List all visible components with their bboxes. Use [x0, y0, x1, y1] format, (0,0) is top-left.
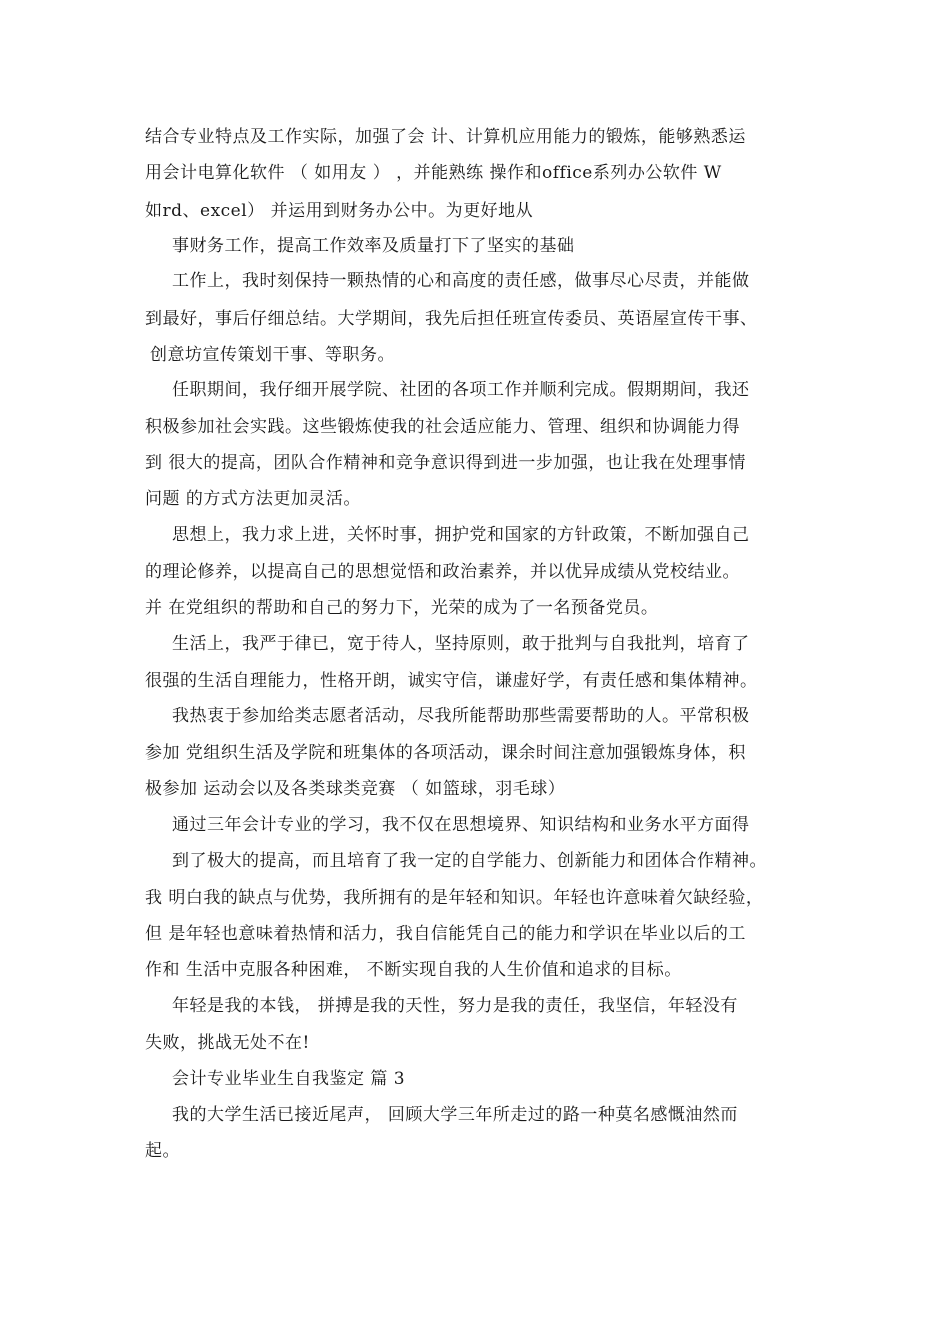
text-line: 问题 的方式方法更加灵活。	[145, 489, 361, 509]
text-line: 我 明白我的缺点与优势，我所拥有的是年轻和知识。年轻也许意味着欠缺经验，	[145, 888, 764, 908]
text-line: 起。	[145, 1141, 180, 1161]
text-line: 到 很大的提高，团队合作精神和竞争意识得到进一步加强，也让我在处理事情	[145, 453, 746, 473]
text-line: 积极参加社会实践。这些锻炼使我的社会适应能力、管理、组织和协调能力得	[145, 417, 740, 437]
section-heading: 会计专业毕业生自我鉴定 篇 3	[172, 1069, 406, 1089]
text-line: 用会计电算化软件 （ 如用友 ） ，并能熟练 操作和office系列办公软件 W	[145, 163, 722, 183]
text-line: 到最好，事后仔细总结。大学期间，我先后担任班宣传委员、英语屋宣传干事、	[145, 309, 758, 329]
text-line: 作和 生活中克服各种困难， 不断实现自我的人生价值和追求的目标。	[145, 960, 682, 980]
text-line: 我热衷于参加给类志愿者活动，尽我所能帮助那些需要帮助的人。平常积极	[172, 706, 750, 726]
text-line: 事财务工作，提高工作效率及质量打下了坚实的基础	[172, 236, 575, 256]
text-line: 但 是年轻也意味着热情和活力，我自信能凭自己的能力和学识在毕业以后的工	[145, 924, 746, 944]
text-line: 到了极大的提高，而且培育了我一定的自学能力、创新能力和团体合作精神。	[172, 851, 767, 871]
text-line: 我的大学生活已接近尾声， 回顾大学三年所走过的路一种莫名感慨油然而	[172, 1105, 738, 1125]
text-line: 失败，挑战无处不在!	[145, 1033, 310, 1053]
text-line: 工作上，我时刻保持一颗热情的心和高度的责任感，做事尽心尽责，并能做	[172, 271, 750, 291]
text-line: 的理论修养，以提高自己的思想觉悟和政治素养，并以优异成绩从党校结业。	[145, 562, 740, 582]
text-line: 参加 党组织生活及学院和班集体的各项活动，课余时间注意加强锻炼身体，积	[145, 743, 746, 763]
text-line: 年轻是我的本钱， 拼搏是我的天性，努力是我的责任，我坚信，年轻没有	[172, 996, 738, 1016]
text-line: 极参加 运动会以及各类球类竞赛 （ 如篮球，羽毛球）	[145, 779, 566, 799]
text-line: 生活上，我严于律已，宽于待人，坚持原则，敢于批判与自我批判，培育了	[172, 634, 750, 654]
text-line: 很强的生活自理能力，性格开朗，诚实守信，谦虚好学，有责任感和集体精神。	[145, 671, 758, 691]
text-line: 结合专业特点及工作实际，加强了会 计、计算机应用能力的锻炼，能够熟悉运	[145, 127, 746, 147]
text-line: 创意坊宣传策划干事、等职务。	[150, 345, 395, 365]
text-line: 通过三年会计专业的学习，我不仅在思想境界、知识结构和业务水平方面得	[172, 815, 750, 835]
text-line: 任职期间，我仔细开展学院、社团的各项工作并顺利完成。假期期间，我还	[172, 380, 750, 400]
text-line: 并 在党组织的帮助和自己的努力下，光荣的成为了一名预备党员。	[145, 598, 659, 618]
text-line: 如rd、excel） 并运用到财务办公中。为更好地从	[145, 201, 534, 221]
text-line: 思想上，我力求上进，关怀时事，拥护党和国家的方针政策，不断加强自己	[172, 525, 750, 545]
